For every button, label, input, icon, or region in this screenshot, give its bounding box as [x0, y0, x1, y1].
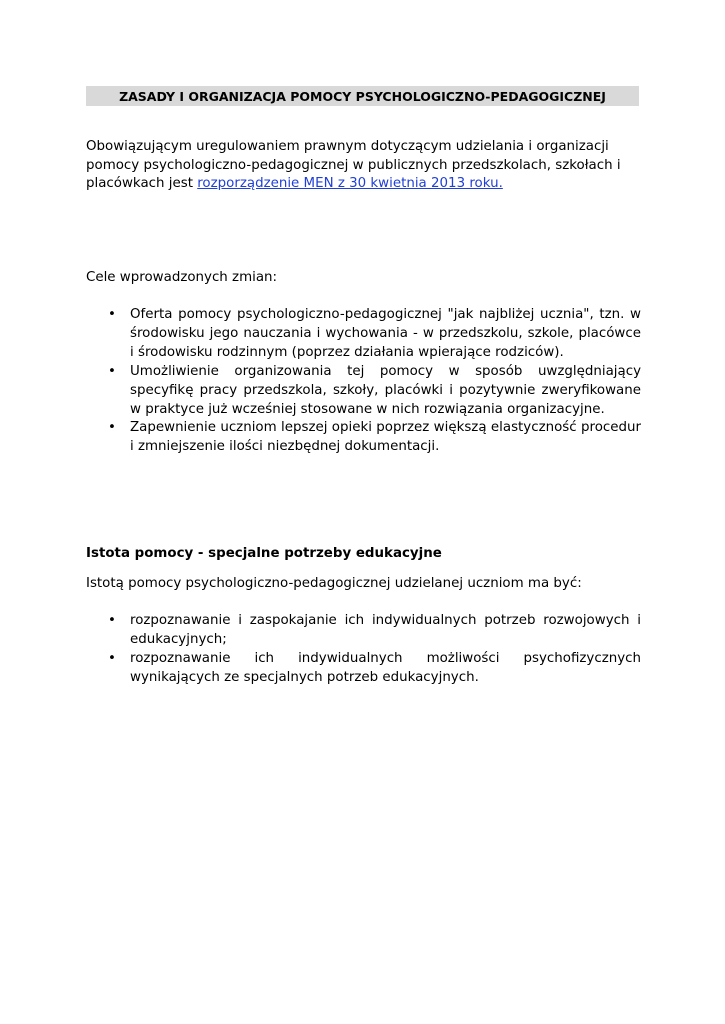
list-item: [86, 650, 641, 688]
list-item-text: rozpoznawanie i zaspokajanie ich indywidualnych potrzeb rozwojowych i edukacyjnych;: [130, 613, 641, 647]
list-item: [86, 363, 641, 420]
title-banner: [86, 86, 639, 106]
intro-text: Obowiązującym uregulowaniem prawnym dotyczącym udzielania i organizacji pomocy psychologiczno-pedagogicznej w publicznych przedszkolach, szkołach i placówkach jest: [86, 139, 621, 191]
list-item: [86, 419, 641, 457]
goals-list: [86, 306, 641, 457]
list-item-text: Umożliwienie organizowania tej pomocy w sposób uwzględniający specyfikę pracy przedszkola, szkoły, placówki i pozytywnie zweryfikowane w praktyce już wcześniej stosowane w nich rozwiązania organizacyjne.: [130, 363, 641, 417]
essence-text: Istotą pomocy psychologiczno-pedagogicznej udzielanej uczniom ma być:: [86, 576, 582, 591]
list-item-text: Oferta pomocy psychologiczno-pedagogicznej "jak najbliżej ucznia", tzn. w środowisku jego nauczania i wychowania - w przedszkolu, szkole, placówce i środowisku rodzinnym (poprzez działania wpierające rodziców).: [130, 307, 641, 360]
bullet-icon: •: [108, 613, 116, 628]
intro-text-block: [86, 138, 641, 194]
list-item-text: rozpoznawanie ich indywidualnych możliwości psychofizycznych wynikających ze specjalnych potrzeb edukacyjnych.: [130, 650, 641, 685]
bullet-icon: •: [108, 307, 116, 322]
bullet-icon: •: [108, 650, 116, 666]
regulation-link[interactable]: rozporządzenie MEN z 30 kwietnia 2013 roku.: [197, 176, 503, 191]
bullet-icon: •: [108, 420, 116, 436]
list-item: [86, 306, 641, 363]
bullet-icon: •: [108, 363, 116, 379]
goals-label: Cele wprowadzonych zmian:: [86, 270, 278, 285]
document-title: ZASADY I ORGANIZACJA POMOCY PSYCHOLOGICZNO-PEDAGOGICZNEJ: [119, 88, 606, 104]
section-heading: Istota pomocy - specjalne potrzeby edukacyjne: [86, 546, 442, 561]
list-item: [86, 612, 641, 650]
list-item-text: Zapewnienie uczniom lepszej opieki poprzez większą elastyczność procedur i zmniejszenie ilości niezbędnej dokumentacji.: [130, 420, 641, 455]
essence-list: [86, 612, 641, 688]
intro-paragraph: [86, 138, 641, 194]
